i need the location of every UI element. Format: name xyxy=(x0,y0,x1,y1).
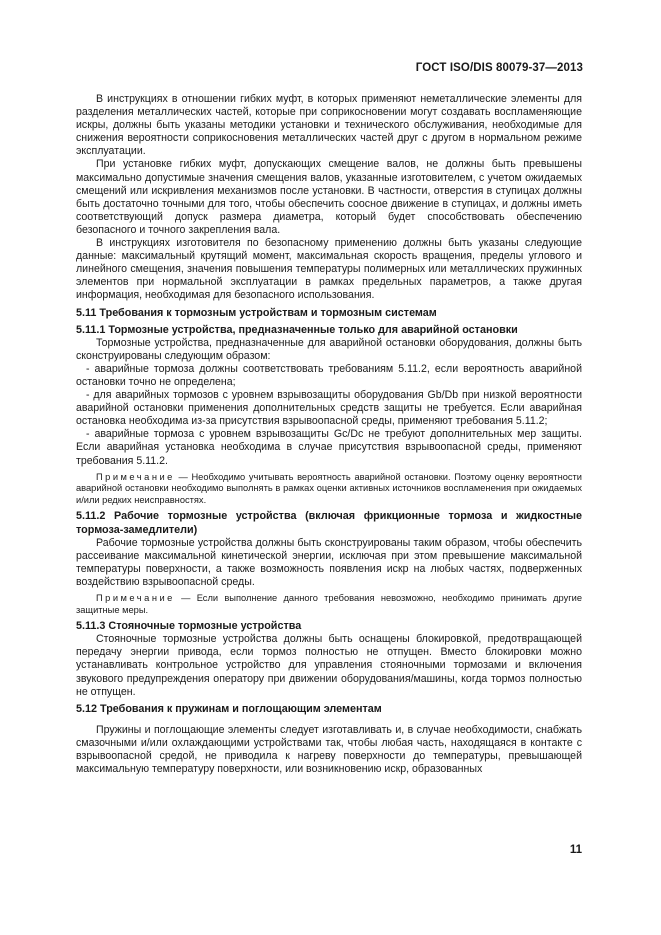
section-heading-5-12: 5.12 Требования к пружинам и поглощающим элементам xyxy=(76,702,382,715)
list-item-emergency-5-11-2: - аварийные тормоза должны соответствовать требованиям 5.11.2, если вероятность аварийной остановки точно не определена; xyxy=(76,362,582,388)
note-text: — Необходимо учитывать вероятность аварийной остановки. Поэтому оценку вероятности аварийной остановки необходимо выполнять в рамках оценки активных источников воспламенения при ожидаемых и/или редких неисправностях. xyxy=(76,471,582,505)
page-number: 11 xyxy=(569,844,582,856)
note-text: — Если выполнение данного требования невозможно, необходимо принимать другие защитные меры. xyxy=(76,592,582,615)
note-lead: Примечание xyxy=(96,471,175,482)
paragraph-flexible-couplings: В инструкциях в отношении гибких муфт, в которых применяют неметаллические элементы для разделения металлических частей, которые при соприкосновении могут создавать воспламеняющие искры, должны быть указаны методики установки и технического обслуживания, необходимые для снижения вероятности соприкосновения металлических частей друг с другом в нормальном режиме эксплуатации. xyxy=(76,93,582,158)
list-item-gb-db: - для аварийных тормозов с уровнем взрывозащиты оборудования Gb/Db при низкой вероятности аварийной остановки применения дополнительных средств защиты не требуется. Если аварийная остановка необходима из-за присутствия взрывоопасной среды, применяют требования 5.11.2; xyxy=(76,389,582,428)
paragraph-working-brakes: Рабочие тормозные устройства должны быть сконструированы таким образом, чтобы обеспечить рассеивание максимальной кинетической энергии, исключая при этом превышение максимальной температуры поверхности, а также возможность появления искр на любых частях, подверженных воздействию взрывоопасной среды. xyxy=(76,536,582,588)
paragraph-parking-brakes: Стояночные тормозные устройства должны быть оснащены блокировкой, предотвращающей передачу энергии привода, если тормоз полностью не отпущен. Вместо блокировки можно устанавливать контрольное устройство для управления стояночными тормозами и включения звукового предупреждения оператору при движении оборудования/машины, когда тормоз полностью не отпущен. xyxy=(76,633,582,698)
paragraph-emergency-brakes-intro: Тормозные устройства, предназначенные для аварийной остановки оборудования, должны быть сконструированы следующим образом: xyxy=(76,336,582,362)
standard-code-header: ГОСТ ISO/DIS 80079-37—2013 xyxy=(415,62,583,74)
section-heading-5-11-1: 5.11.1 Тормозные устройства, предназначенные только для аварийной остановки xyxy=(76,323,518,336)
section-heading-5-11-3: 5.11.3 Стояночные тормозные устройства xyxy=(76,620,302,633)
paragraph-shaft-misalignment: При установке гибких муфт, допускающих смещение валов, не должны быть превышены максимально допустимые значения смещения валов, указанные изготовителем, с учетом ожидаемых смещений или искривления механизмов после установки. В частности, отверстия в ступицах должны быть достаточно точными для того, чтобы обеспечить соосное движение в ступицах, и должны иметь соответствующий допуск размера диаметра, который будет способствовать обеспечению безопасного и точного закрепления вала. xyxy=(76,158,582,236)
paragraph-manufacturer-instructions: В инструкциях изготовителя по безопасному применению должны быть указаны следующие данные: максимальный крутящий момент, максимальная скорость вращения, пределы углового и линейного смещения, значения повышения температуры полимерных или металлических пружинных элементов при нормальной эксплуатации в рамках предельных параметров, а также другая информация, необходимая для безопасного использования. xyxy=(76,237,582,302)
note-other-measures xyxy=(76,593,582,616)
section-heading-5-11-2: 5.11.2 Рабочие тормозные устройства (включая фрикционные тормоза и жидкостные тормоза-замедлители) xyxy=(76,510,582,536)
list-item-gc-dc: - аварийные тормоза с уровнем взрывозащиты Gc/Dc не требуют дополнительных мер защиты. Если аварийная установка необходима в случае присутствия взрывоопасной среды, применяют требования 5.11.2. xyxy=(76,428,582,467)
note-lead: Примечание xyxy=(96,592,175,603)
page-body xyxy=(76,93,582,776)
note-emergency-probability xyxy=(76,472,582,507)
section-heading-5-11: 5.11 Требования к тормозным устройствам и тормозным системам xyxy=(76,306,437,319)
paragraph-springs: Пружины и поглощающие элементы следует изготавливать и, в случае необходимости, снабжать смазочными и/или охлаждающими устройствами так, чтобы любая часть, находящаяся в контакте с взрывоопасной средой, не приводила к нагреву поверхности до температуры, превышающей максимальную температуру поверхности, или возникновению искр, образованных xyxy=(76,723,582,776)
